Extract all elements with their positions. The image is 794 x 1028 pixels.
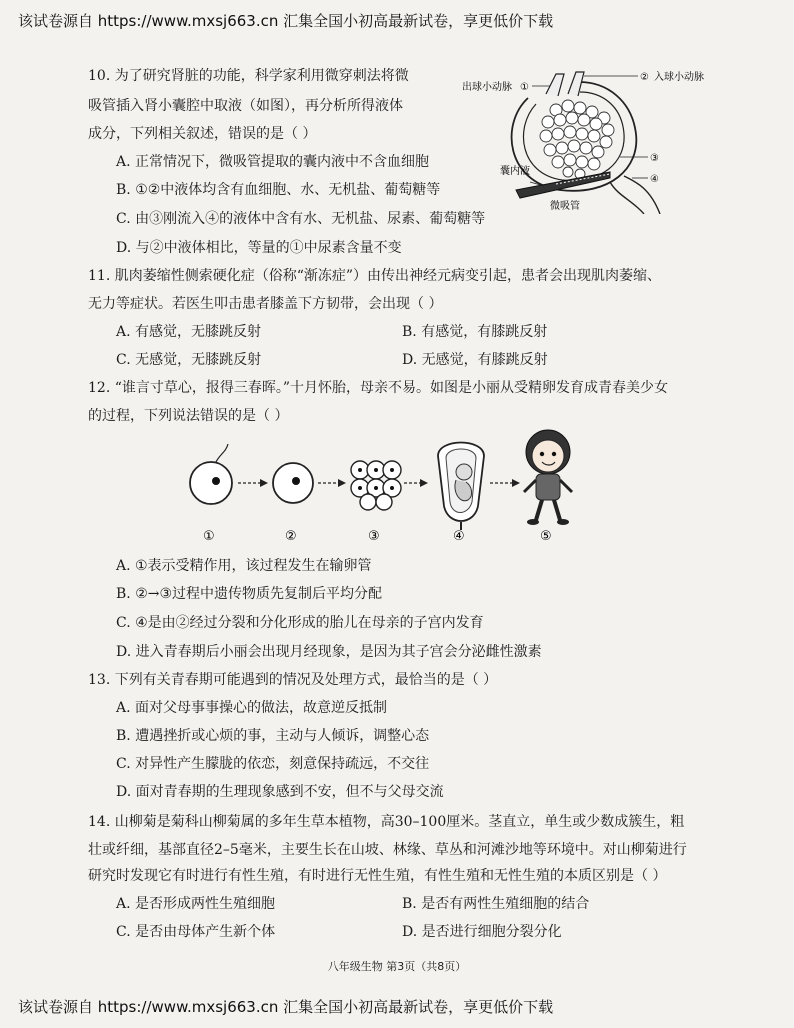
stage-fetus-icon [438, 443, 484, 531]
stage-zygote-icon [273, 463, 313, 503]
q11-option-d: D. 无感觉，有膝跳反射 [402, 352, 548, 368]
stage-label-4: ④ [453, 529, 465, 544]
mark-1: ① [520, 82, 529, 93]
q14-option-d: D. 是否进行细胞分裂分化 [402, 924, 562, 940]
stage-fertilized-egg-icon [190, 444, 232, 504]
q13-option-a: A. 面对父母事事操心的做法，故意逆反抵制 [116, 700, 388, 716]
q12-line-2: 的过程，下列说法错误的是（ ） [88, 408, 289, 424]
mark-4: ④ [650, 174, 659, 185]
q12-option-a: A. ①表示受精作用，该过程发生在输卵管 [116, 558, 372, 574]
q13-option-d: D. 面对青春期的生理现象感到不安，但不与父母交流 [116, 784, 444, 800]
development-stages-figure [176, 426, 586, 548]
q10-line-1: 10. 为了研究肾脏的功能，科学家利用微穿刺法将微 [88, 68, 409, 84]
q10-line-2: 吸管插入肾小囊腔中取液（如图），再分析所得液体 [88, 98, 403, 114]
stage-cell-division-icon [351, 461, 401, 510]
stage-girl-icon [524, 430, 572, 525]
q14-line-3: 研究时发现它有时进行有性生殖，有时进行无性生殖，有性生殖和无性生殖的本质区别是（ ） [88, 868, 667, 884]
q10-option-d: D. 与②中液体相比，等量的①中尿素含量不变 [116, 240, 402, 256]
q14-option-a: A. 是否形成两性生殖细胞 [116, 896, 276, 912]
q14-line-1: 14. 山柳菊是菊科山柳菊属的多年生草本植物，高30–100厘米。茎直立，单生或少数成簇生，粗 [88, 814, 685, 830]
q14-line-2: 壮或纤细，基部直径2–5毫米，主要生长在山坡、林缘、草丛和河滩沙地等环境中。对山柳菊进行 [88, 842, 687, 858]
kidney-nephron-figure [460, 64, 710, 214]
q14-option-c: C. 是否由母体产生新个体 [116, 924, 276, 940]
stage-label-3: ③ [368, 529, 380, 544]
label-micropipette: 微吸管 [550, 201, 580, 212]
label-capsule-fluid: 囊内液 [500, 166, 530, 177]
q10-line-3: 成分，下列相关叙述，错误的是（ ） [88, 126, 317, 142]
q10-option-b: B. ①②中液体均含有血细胞、水、无机盐、葡萄糖等 [116, 182, 441, 198]
q13-line-1: 13. 下列有关青春期可能遇到的情况及处理方式，最恰当的是（ ） [88, 672, 498, 688]
q10-option-a: A. 正常情况下，微吸管提取的囊内液中不含血细胞 [116, 154, 430, 170]
mark-2: ② [640, 72, 649, 83]
q11-line-2: 无力等症状。若医生叩击患者膝盖下方韧带，会出现（ ） [88, 296, 443, 312]
label-afferent-arteriole: 入球小动脉 [654, 72, 704, 83]
q11-option-a: A. 有感觉，无膝跳反射 [116, 324, 262, 340]
source-banner-bottom: 该试卷源自 https://www.mxsj663.cn 汇集全国小初高最新试卷，享更低价下载 [18, 998, 554, 1016]
stage-label-2: ② [285, 529, 297, 544]
q14-option-b: B. 是否有两性生殖细胞的结合 [402, 896, 590, 912]
q13-option-b: B. 遭遇挫折或心烦的事，主动与人倾诉，调整心态 [116, 728, 430, 744]
q11-option-c: C. 无感觉，无膝跳反射 [116, 352, 262, 368]
stage-label-5: ⑤ [540, 529, 552, 544]
label-efferent-arteriole: 出球小动脉 [462, 82, 512, 93]
q12-line-1: 12. “谁言寸草心，报得三春晖。”十月怀胎，母亲不易。如图是小丽从受精卵发育成青春美少女 [88, 380, 669, 396]
mark-3: ③ [650, 153, 659, 164]
q10-option-c: C. 由③刚流入④的液体中含有水、无机盐、尿素、葡萄糖等 [116, 211, 486, 227]
stage-label-1: ① [203, 529, 215, 544]
q11-option-b: B. 有感觉，有膝跳反射 [402, 324, 548, 340]
q12-option-c: C. ④是由②经过分裂和分化形成的胎儿在母亲的子宫内发育 [116, 615, 484, 631]
q13-option-c: C. 对异性产生朦胧的依恋，刻意保持疏远，不交往 [116, 756, 430, 772]
page-footer: 八年级生物 第3页（共8页） [327, 960, 467, 973]
source-banner-top: 该试卷源自 https://www.mxsj663.cn 汇集全国小初高最新试卷，享更低价下载 [18, 12, 554, 30]
q11-line-1: 11. 肌肉萎缩性侧索硬化症（俗称“渐冻症”）由传出神经元病变引起，患者会出现肌肉萎缩、 [88, 268, 662, 284]
q12-option-d: D. 进入青春期后小丽会出现月经现象，是因为其子宫会分泌雌性激素 [116, 644, 542, 660]
q12-option-b: B. ②→③过程中遗传物质先复制后平均分配 [116, 586, 383, 602]
